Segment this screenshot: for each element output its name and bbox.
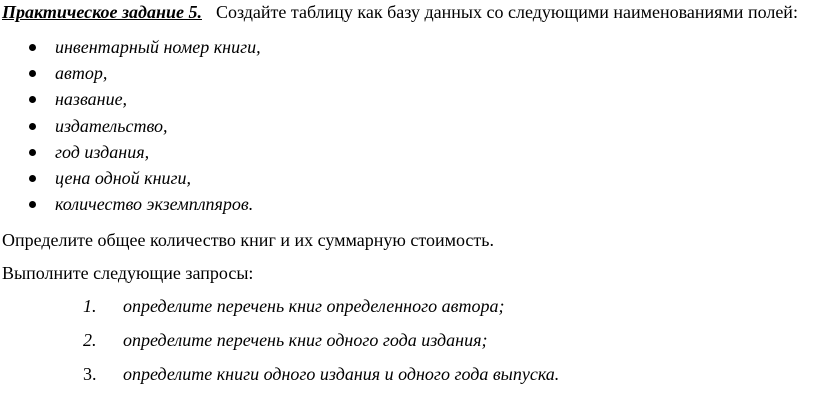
query-text: определите перечень книг определенного автора; (123, 296, 505, 316)
task-instruction: Создайте таблицу как базу данных со следующими наименованиями полей: (215, 2, 798, 22)
query-text: определите перечень книг одного года издания; (123, 330, 488, 350)
field-name: автор, (55, 63, 108, 84)
bullet-icon (29, 201, 36, 208)
field-name: инвентарный номер книги, (55, 37, 261, 57)
bullet-icon (29, 96, 36, 103)
queries-intro: Выполните следующие запросы: (2, 263, 254, 283)
bullet-icon (29, 149, 36, 156)
bullet-icon (29, 175, 36, 182)
query-number: 3. (83, 364, 97, 384)
field-name: издательство, (55, 115, 168, 136)
bullet-icon (29, 123, 36, 130)
query-number: 2. (83, 330, 97, 350)
query-number: 1. (83, 296, 97, 316)
task-heading (2, 0, 798, 24)
bullet-icon (29, 70, 36, 77)
field-name: количество экземплпяров. (55, 194, 254, 215)
total-instruction: Определите общее количество книг и их суммарную стоимость. (2, 230, 494, 250)
field-name: год издания, (55, 141, 150, 162)
field-name: цена одной книги, (55, 167, 192, 188)
field-name: название, (55, 89, 128, 110)
task-label: Практическое задание 5. (2, 2, 202, 22)
query-text: определите книги одного издания и одного года выпуска. (123, 364, 560, 384)
bullet-icon (29, 44, 36, 51)
